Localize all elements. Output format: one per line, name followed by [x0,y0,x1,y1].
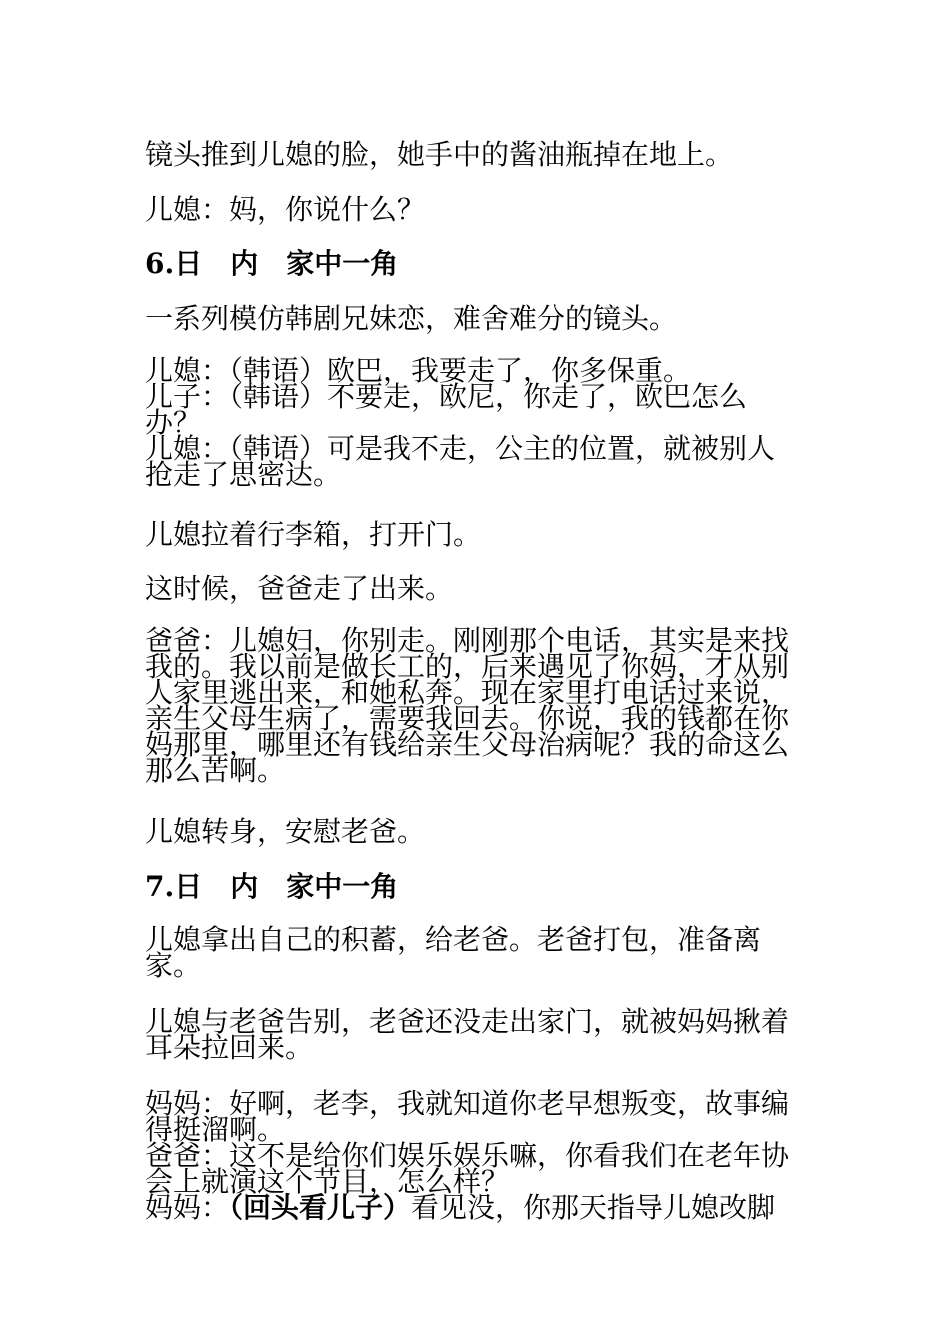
paragraph-savings: 儿媳拿出自己的积蓄，给老爸。老爸打包，准备离 家。 [145,923,762,982]
dialogue-block-korean: 儿媳：（韩语）欧巴，我要走了，你多保重。 儿子：（韩语）不要走，欧尼，你走了，欧巴怎么 办？ 儿媳：（韩语）可是我不走，公主的位置，就被别人 抢走了思密达。 [145,354,776,491]
dialogue-block-dad: 爸爸：儿媳妇，你别走。刚刚那个电话，其实是来找 我的。我以前是做长工的，后来遇见了你妈，才从别 人家里逃出来，和她私奔。现在家里打电话过来说， 亲生父母生病了，需要我回去。你说，我的钱都在你 妈那里，哪里还有钱给亲生父母治病呢？我的命这么 那么苦啊。 [145,624,790,787]
stage-direction: （回头看儿子） [229,1191,412,1224]
scene-heading-7: 7.日 内 家中一角 [145,870,399,903]
paragraph-farewell: 儿媳与老爸告别，老爸还没走出家门，就被妈妈揪着 耳朵拉回来。 [145,1005,790,1064]
scene-heading-6: 6.日 内 家中一角 [145,247,399,280]
dialogue-block-mom-dad: 妈妈：好啊，老李，我就知道你老早想叛变，故事编 得挺溜啊。 爸爸：这不是给你们娱乐娱乐嘛，你看我们在老年协 会上就演这个节目，怎么样？ 妈妈：（回头看儿子）看见没，你那天指导儿媳改脚 [145,1091,810,1221]
dialogue-daughter-in-law: 儿媳：妈，你说什么？ [145,193,426,226]
paragraph-suitcase: 儿媳拉着行李箱，打开门。 [145,518,482,551]
paragraph-dad-enters: 这时候，爸爸走了出来。 [145,572,454,605]
paragraph-comfort: 儿媳转身，安慰老爸。 [145,815,426,848]
dialogue-mom-last-line: 妈妈：（回头看儿子）看见没，你那天指导儿媳改脚 [145,1191,776,1224]
paragraph-mirror-shot: 镜头推到儿媳的脸，她手中的酱油瓶掉在地上。 [145,138,734,171]
paragraph-korean-drama: 一系列模仿韩剧兄妹恋，难舍难分的镜头。 [145,302,678,335]
